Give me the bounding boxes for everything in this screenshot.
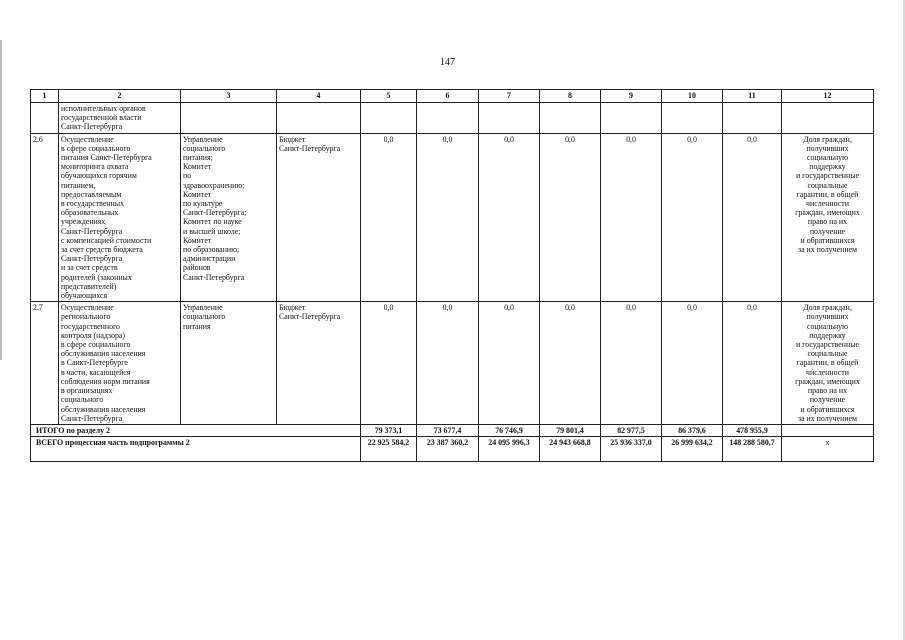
indicator-cell: Доля граждан, получивших социальную поддержку и государственные социальные гарантии, в общей численности граждан, имеющих право на их получение и обратившихся за их получением <box>782 302 874 425</box>
grand-total-value-cell: 148 288 580,7 <box>723 437 782 462</box>
total-value-cell: 86 379,6 <box>662 424 723 436</box>
description-cell: Осуществление в сфере социального питания Санкт-Петербурга мониторинга охвата обучающихся горячим питанием, предоставляемым в государственных образовательных учреждениях Санкт-Петербурга с компенсацией стоимости за счет средств бюджета Санкт-Петербурга и за счет средств родителей (законных представителей) обучающихся <box>59 133 181 302</box>
header-cell: 9 <box>601 90 662 103</box>
indicator-cell: Доля граждан, получивших социальную поддержку и государственные социальные гарантии, в общей численности граждан, имеющих право на их получение и обратившихся за их получением <box>782 133 874 302</box>
header-row <box>31 90 874 103</box>
source-cell: Бюджет Санкт-Петербурга <box>277 302 361 425</box>
description-cell: Осуществление регионального государственного контроля (надзора) в сфере социального обслуживания населения в Санкт-Петербурге в части, касающейся соблюдения норм питания в организациях социального обслуживания населения Санкт-Петербурга <box>59 302 181 425</box>
row-number-cell: 2.7 <box>31 302 59 425</box>
section-total-label: ИТОГО по разделу 2 <box>31 424 361 436</box>
executor-cell: Управление социального питания <box>181 302 277 425</box>
indicator-cell <box>782 424 874 436</box>
value-cell <box>479 103 540 134</box>
grand-total-value-cell: 26 999 634,2 <box>662 437 723 462</box>
value-cell <box>361 103 417 134</box>
value-cell <box>662 103 723 134</box>
row-number-cell: 2.6 <box>31 133 59 302</box>
value-cell: 0,0 <box>662 133 723 302</box>
section-total-row <box>31 424 874 436</box>
grand-total-value-cell: 25 936 337,0 <box>601 437 662 462</box>
page-number: 147 <box>440 57 455 68</box>
header-cell: 3 <box>181 90 277 103</box>
program-table <box>30 89 874 462</box>
header-cell: 6 <box>417 90 479 103</box>
value-cell <box>417 103 479 134</box>
header-cell: 2 <box>59 90 181 103</box>
header-cell: 7 <box>479 90 540 103</box>
total-value-cell: 73 677,4 <box>417 424 479 436</box>
indicator-cell <box>782 103 874 134</box>
grand-total-label: ВСЕГО процессная часть подпрограммы 2 <box>31 437 361 462</box>
header-cell: 4 <box>277 90 361 103</box>
header-cell: 8 <box>540 90 601 103</box>
header-cell: 5 <box>361 90 417 103</box>
total-value-cell: 478 955,9 <box>723 424 782 436</box>
value-cell <box>540 103 601 134</box>
source-cell: Бюджет Санкт-Петербурга <box>277 133 361 302</box>
header-cell: 10 <box>662 90 723 103</box>
header-cell: 11 <box>723 90 782 103</box>
value-cell <box>601 103 662 134</box>
value-cell: 0,0 <box>540 302 601 425</box>
grand-total-value-cell: 24 095 996,3 <box>479 437 540 462</box>
header-cell: 1 <box>31 90 59 103</box>
value-cell <box>723 103 782 134</box>
value-cell: 0,0 <box>417 133 479 302</box>
value-cell: 0,0 <box>601 133 662 302</box>
value-cell: 0,0 <box>417 302 479 425</box>
row-number-cell <box>31 103 59 134</box>
grand-total-value-cell: 23 387 360,2 <box>417 437 479 462</box>
source-cell <box>277 103 361 134</box>
value-cell: 0,0 <box>361 302 417 425</box>
value-cell: 0,0 <box>361 133 417 302</box>
scan-edge-left <box>0 40 2 360</box>
total-value-cell: 79 801,4 <box>540 424 601 436</box>
value-cell: 0,0 <box>662 302 723 425</box>
table-row <box>31 133 874 302</box>
table-row <box>31 302 874 425</box>
grand-total-value-cell: 24 943 668,8 <box>540 437 601 462</box>
executor-cell: Управление социального питания; Комитет по здравоохранению; Комитет по культуре Санкт-Петербурга; Комитет по науке и высшей школе; Комитет по образованию; администрации районов Санкт-Петербурга <box>181 133 277 302</box>
header-cell: 12 <box>782 90 874 103</box>
value-cell: 0,0 <box>479 133 540 302</box>
executor-cell <box>181 103 277 134</box>
total-value-cell: 76 746,9 <box>479 424 540 436</box>
value-cell: 0,0 <box>601 302 662 425</box>
value-cell: 0,0 <box>540 133 601 302</box>
value-cell: 0,0 <box>723 133 782 302</box>
value-cell: 0,0 <box>479 302 540 425</box>
description-cell: исполнительных органов государственной власти Санкт-Петербурга <box>59 103 181 134</box>
total-value-cell: 79 373,1 <box>361 424 417 436</box>
grand-total-row <box>31 437 874 462</box>
table-row-continued <box>31 103 874 134</box>
grand-total-x-cell: х <box>782 437 874 462</box>
total-value-cell: 82 977,5 <box>601 424 662 436</box>
grand-total-value-cell: 22 925 584,2 <box>361 437 417 462</box>
value-cell: 0,0 <box>723 302 782 425</box>
